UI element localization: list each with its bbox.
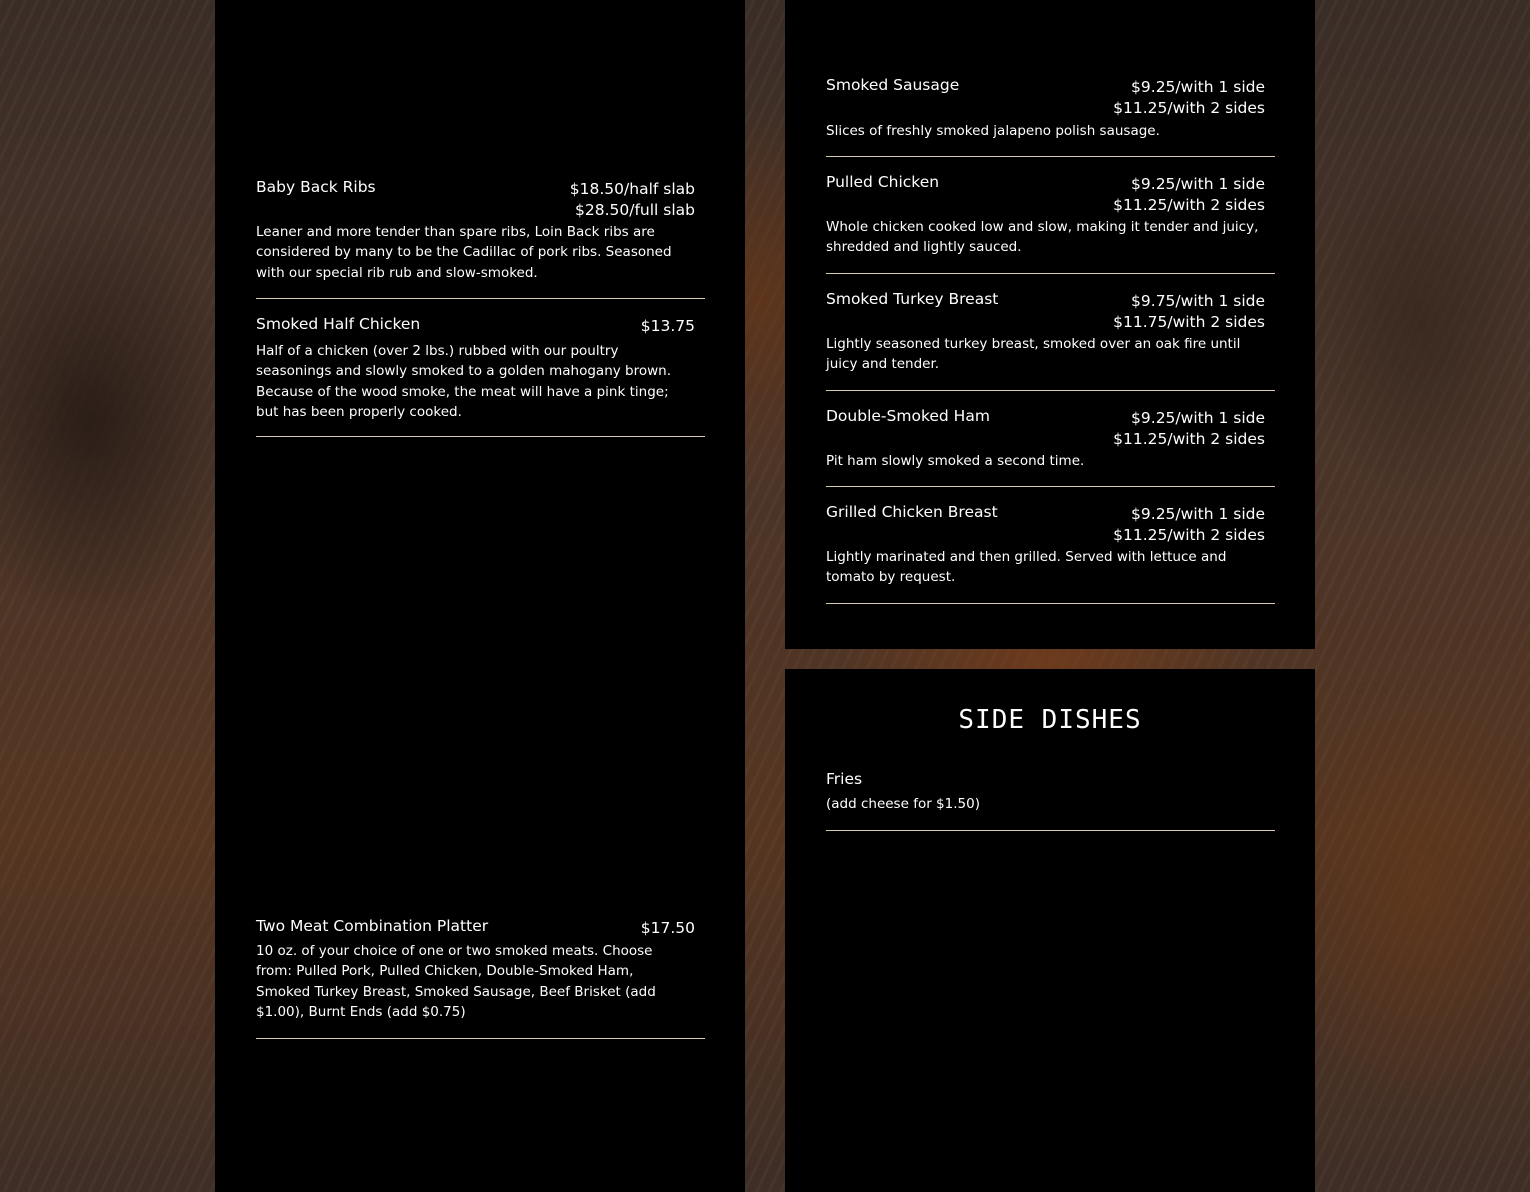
- item-prices: [641, 918, 695, 939]
- menu-item-baby-back-ribs: [256, 175, 705, 299]
- item-price: $18.50/half slab: [569, 180, 695, 198]
- item-name: Fries: [826, 770, 863, 788]
- item-price: $9.25/with 1 side: [1131, 409, 1265, 427]
- menu-item-grilled-chicken-breast: [826, 500, 1275, 604]
- menu-item-fries: [826, 767, 1275, 831]
- item-description: Leaner and more tender than spare ribs, Loin Back ribs are considered by many to be the Cadillac of pork ribs. Seasoned with our special rib rub and slow-smoked.: [256, 224, 672, 281]
- item-description: Pit ham slowly smoked a second time.: [826, 453, 1085, 469]
- item-prices: [1113, 291, 1265, 333]
- item-name: Baby Back Ribs: [256, 178, 376, 196]
- menu-panel-left: [215, 0, 745, 1192]
- item-prices: [1113, 408, 1265, 450]
- item-name: Smoked Turkey Breast: [826, 290, 999, 308]
- item-prices: [570, 179, 695, 221]
- menu-item-double-smoked-ham: [826, 404, 1275, 487]
- item-prices: [1113, 174, 1265, 216]
- item-price: $11.75/with 2 sides: [1113, 313, 1265, 331]
- item-description: 10 oz. of your choice of one or two smoked meats. Choose from: Pulled Pork, Pulled Chicken, Double-Smoked Ham, Smoked Turkey Breast, Smoked Sausage, Beef Brisket (add $1.00), Burnt Ends (add $0.75): [256, 943, 656, 1020]
- item-description: Whole chicken cooked low and slow, making it tender and juicy, shredded and lightly sauced.: [826, 219, 1259, 256]
- item-price: $9.25/with 1 side: [1131, 175, 1265, 193]
- item-price: $11.25/with 2 sides: [1113, 430, 1265, 448]
- item-description: (add cheese for $1.50): [826, 796, 980, 812]
- item-price: $9.75/with 1 side: [1131, 292, 1265, 310]
- item-name: Two Meat Combination Platter: [256, 917, 489, 935]
- menu-item-smoked-turkey-breast: [826, 287, 1275, 391]
- item-name: Smoked Sausage: [826, 76, 960, 94]
- menu-panel-right-top: [785, 0, 1315, 649]
- item-description: Lightly marinated and then grilled. Served with lettuce and tomato by request.: [826, 549, 1227, 586]
- item-description: Slices of freshly smoked jalapeno polish sausage.: [826, 123, 1160, 139]
- section-title: SIDE DISHES: [958, 705, 1142, 735]
- item-prices: [641, 316, 695, 337]
- menu-item-smoked-sausage: [826, 73, 1275, 157]
- item-price: $11.25/with 2 sides: [1113, 196, 1265, 214]
- menu-item-smoked-half-chicken: [256, 312, 705, 437]
- item-name: Smoked Half Chicken: [256, 315, 421, 333]
- item-name: Double-Smoked Ham: [826, 407, 990, 425]
- item-description: Lightly seasoned turkey breast, smoked over an oak fire until juicy and tender.: [826, 336, 1241, 373]
- item-name: Pulled Chicken: [826, 173, 940, 191]
- item-price: $28.50/full slab: [575, 201, 695, 219]
- item-description: Half of a chicken (over 2 lbs.) rubbed with our poultry seasonings and slowly smoked to a golden mahogany brown. Because of the wood smoke, the meat will have a pink tinge; but has been properly cooked.: [256, 343, 672, 420]
- item-price: $17.50: [640, 919, 695, 937]
- menu-item-two-meat-combination-platter: [256, 914, 705, 1039]
- item-prices: [1113, 77, 1265, 119]
- side-dishes-panel: [785, 669, 1315, 1192]
- menu-item-pulled-chicken: [826, 170, 1275, 274]
- item-price: $13.75: [640, 317, 695, 335]
- item-prices: [1113, 504, 1265, 546]
- item-price: $11.25/with 2 sides: [1113, 526, 1265, 544]
- item-name: Grilled Chicken Breast: [826, 503, 998, 521]
- item-price: $11.25/with 2 sides: [1113, 99, 1265, 117]
- item-price: $9.25/with 1 side: [1131, 505, 1265, 523]
- item-price: $9.25/with 1 side: [1131, 78, 1265, 96]
